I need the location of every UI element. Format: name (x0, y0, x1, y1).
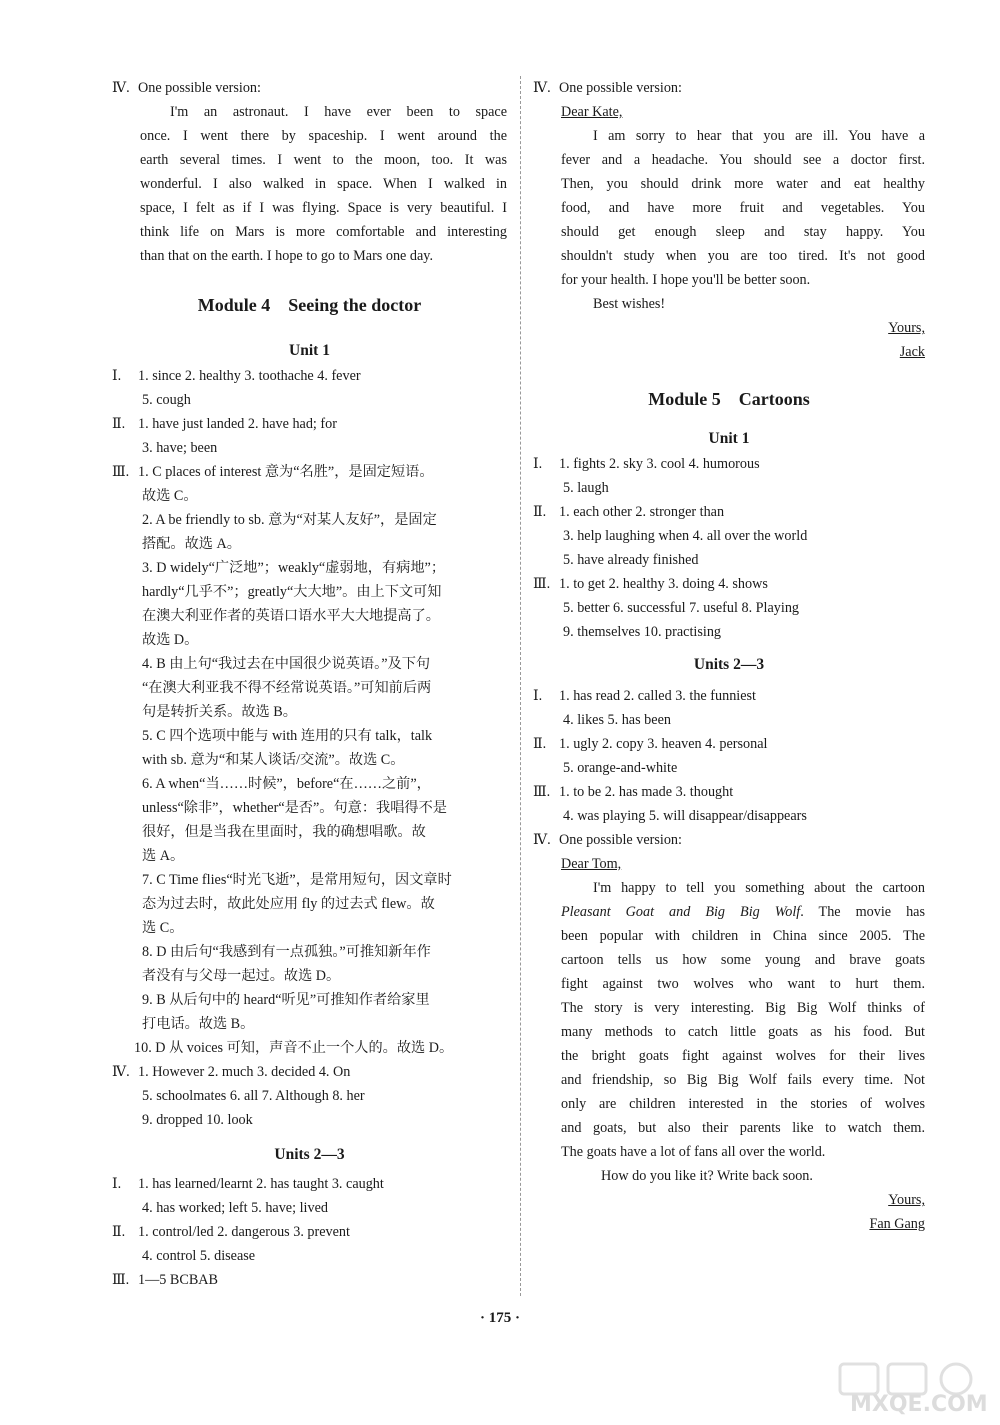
letter-line: should get enough sleep and stay happy. You (561, 224, 925, 240)
answer-line: Ⅱ. 1. ugly 2. copy 3. heaven 4. personal (533, 736, 768, 752)
letter-greeting: Dear Kate, (561, 104, 623, 120)
answer-line: 5. laugh (563, 480, 609, 496)
answer-line: Ⅲ. 1—5 BCBAB (112, 1272, 219, 1288)
module-title: Module 5 Cartoons (648, 389, 810, 409)
unit-title: Unit 1 (708, 430, 750, 447)
answer-line: Ⅲ. 1. to get 2. healthy 3. doing 4. shows (533, 576, 768, 592)
answer-line: Ⅱ. 1. each other 2. stronger than (533, 504, 725, 520)
letter-line: many methods to catch little goats as his food. But (561, 1024, 925, 1040)
essay-line: think life on Mars is more comfortable and interesting (140, 224, 507, 240)
answer-line: Ⅱ. 1. have just landed 2. have had; for (112, 416, 337, 432)
page-number: · 175 · (479, 1310, 520, 1326)
essay-line: once. I went there by spaceship. I went around the (140, 128, 507, 144)
essay-line: wonderful. I also walked in space. When I walked in (140, 176, 507, 192)
essay-heading: Ⅳ. One possible version: (533, 832, 682, 848)
letter-closing: Best wishes! (593, 296, 666, 312)
letter-body (533, 124, 925, 364)
answer-line: 句是转折关系。故选 B。 (142, 704, 297, 720)
answer-line: 故选 D。 (142, 632, 199, 648)
unit-title: Units 2—3 (693, 656, 765, 673)
letter-line: The story is very interesting. Big Big Wolf thinks of (561, 1000, 925, 1016)
letter-line: Pleasant Goat and Big Big Wolf. The movie has (561, 904, 925, 920)
answer-line: 5. C 四个选项中能与 with 连用的只有 talk，talk (142, 728, 433, 744)
essay-body (112, 100, 507, 268)
answer-line: 搭配。故选 A。 (142, 536, 241, 552)
answer-line: Ⅲ. 1. C places of interest 意为“名胜”，是固定短语。 (112, 464, 434, 480)
answer-line: 者没有与父母一起过。故选 D。 (142, 968, 341, 984)
column-divider (520, 76, 521, 1296)
answer-line: 选 A。 (142, 848, 185, 864)
answer-line: 2. A be friendly to sb. 意为“对某人友好”，是固定 (142, 512, 437, 528)
essay-line: space, I felt as if I was flying. Space is very beautiful. I (140, 200, 507, 216)
letter-line: and goats, but also their parents like to watch them. (561, 1120, 925, 1136)
essay-heading: Ⅳ. One possible version: (112, 80, 261, 96)
letter-line: I'm happy to tell you something about the cartoon (593, 880, 925, 896)
answer-line: Ⅲ. 1. to be 2. has made 3. thought (533, 784, 734, 800)
answer-line: 10. D 从 voices 可知，声音不止一个人的。故选 D。 (134, 1040, 454, 1056)
answer-line: hardly“几乎不”；greatly“大大地”。由上下文可知 (142, 584, 442, 600)
answer-line: “在澳大利亚我不得不经常说英语。”可知前后两 (142, 680, 432, 696)
letter-line: Then, you should drink more water and eat healthy (561, 176, 925, 192)
answer-line: 5. schoolmates 6. all 7. Although 8. her (142, 1088, 365, 1104)
unit-title: Unit 1 (289, 342, 330, 359)
answer-line: 故选 C。 (142, 488, 198, 504)
answer-line: Ⅳ. 1. However 2. much 3. decided 4. On (112, 1064, 351, 1080)
module-title: Module 4 Seeing the doctor (197, 295, 422, 315)
letter-line: fight against two wolves who want to hurt them. (561, 976, 925, 992)
answer-line: 3. help laughing when 4. all over the world (563, 528, 808, 544)
answer-line: 5. cough (142, 392, 191, 408)
answer-line: Ⅱ. 1. control/led 2. dangerous 3. prevent (112, 1224, 350, 1240)
answer-line: with sb. 意为“和某人谈话/交流”。故选 C。 (142, 752, 405, 768)
essay-heading: Ⅳ. One possible version: (533, 80, 682, 96)
right-column (533, 76, 925, 1236)
answer-line: 9. B 从后句中的 heard“听见”可推知作者给家里 (142, 992, 430, 1008)
essay-line: I'm an astronaut. I have ever been to space (170, 104, 507, 120)
letter-line: for your health. I hope you'll be better soon. (561, 272, 811, 288)
answer-line: 8. D 由后句“我感到有一点孤独。”可推知新年作 (142, 944, 431, 960)
answer-line: 9. dropped 10. look (142, 1112, 253, 1128)
answer-line: 态为过去时，故此处应用 fly 的过去式 flew。故 (142, 896, 435, 912)
answer-line: 在澳大利亚作者的英语口语水平大大地提高了。 (142, 608, 440, 624)
answer-line: 6. A when“当……时候”，before“在……之前”， (142, 776, 431, 792)
essay-line: earth several times. I went to the moon, too. It was (140, 152, 507, 168)
left-column (112, 76, 507, 1292)
letter-line: food, and have more fruit and vegetables. You (561, 200, 925, 216)
letter-line: fever and a headache. You should see a doctor first. (561, 152, 925, 168)
answer-line: 5. have already finished (563, 552, 699, 568)
letter-body (533, 876, 925, 1236)
answer-line: Ⅰ. 1. fights 2. sky 3. cool 4. humorous (533, 456, 760, 472)
answer-line: 3. have; been (142, 440, 218, 456)
answer-line: 4. likes 5. has been (563, 712, 671, 728)
letter-line: shouldn't study when you are too tired. It's not good (561, 248, 925, 264)
watermark-text: MXQE.COM (850, 1392, 988, 1417)
answer-line: unless“除非”，whether“是否”。句意：我唱得不是 (142, 800, 447, 816)
letter-line: The goats have a lot of fans all over the world. (561, 1144, 826, 1160)
answer-line: 4. B 由上句“我过去在中国很少说英语。”及下句 (142, 656, 431, 672)
answer-line: Ⅰ. 1. has read 2. called 3. the funniest (533, 688, 756, 704)
watermark-logo (830, 1360, 995, 1420)
letter-sign: Yours, (888, 320, 925, 336)
answer-line: 选 C。 (142, 920, 184, 936)
letter-closing: How do you like it? Write back soon. (601, 1168, 813, 1184)
answer-line: 5. orange-and-white (563, 760, 678, 776)
cartoon-title: Pleasant Goat and Big Big Wolf (561, 904, 801, 920)
letter-sign: Fan Gang (869, 1216, 925, 1232)
answer-line: 很好，但是当我在里面时，我的确想唱歌。故 (142, 824, 426, 840)
answer-line: Ⅰ. 1. since 2. healthy 3. toothache 4. fever (112, 368, 361, 384)
letter-line: and friendship, so Big Big Wolf fails every time. Not (561, 1072, 925, 1088)
letter-sign: Yours, (888, 1192, 925, 1208)
answer-line: 3. D widely“广泛地”；weakly“虚弱地，有病地”； (142, 560, 446, 576)
unit-title: Units 2—3 (274, 1146, 345, 1163)
letter-sign: Jack (899, 344, 925, 360)
answer-line: 4. has worked; left 5. have; lived (142, 1200, 328, 1216)
letter-greeting: Dear Tom, (561, 856, 622, 872)
answer-line: 4. control 5. disease (142, 1248, 256, 1264)
letter-line: I am sorry to hear that you are ill. You have a (593, 128, 925, 144)
answer-line: Ⅰ. 1. has learned/learnt 2. has taught 3. caught (112, 1176, 384, 1192)
answer-line: 4. was playing 5. will disappear/disappears (563, 808, 807, 824)
letter-line: the bright goats fight against wolves for their lives (561, 1048, 925, 1064)
essay-line: than that on the earth. I hope to go to Mars one day. (140, 248, 433, 264)
letter-line: cartoon tells us how some young and brave goats (561, 952, 925, 968)
letter-line: only are children interested in the stories of wolves (561, 1096, 925, 1112)
answer-line: 5. better 6. successful 7. useful 8. Playing (563, 600, 800, 616)
answer-line: 9. themselves 10. practising (563, 624, 722, 640)
answer-line: 打电话。故选 B。 (142, 1016, 255, 1032)
answer-line: 7. C Time flies“时光飞逝”，是常用短句，因文章时 (142, 872, 452, 888)
letter-line: been popular with children in China since 2005. The (561, 928, 925, 944)
